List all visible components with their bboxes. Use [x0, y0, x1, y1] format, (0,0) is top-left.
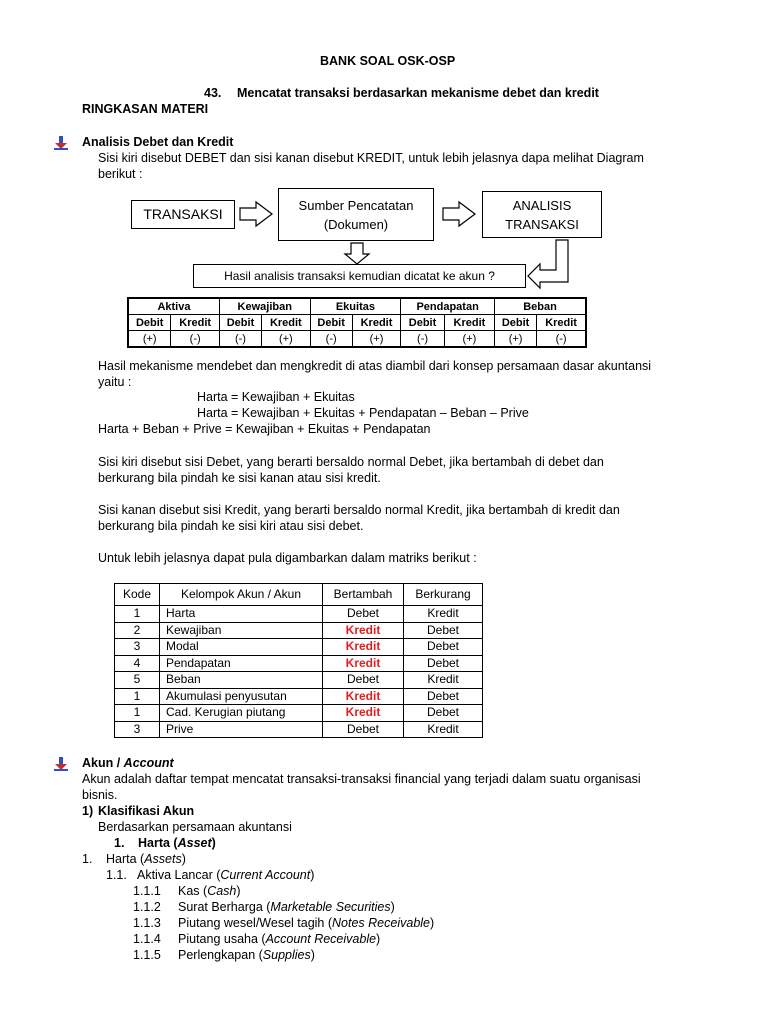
harta-assets-close: ) [181, 852, 186, 866]
harta-asset-italic: Asset [177, 836, 212, 850]
akun-heading-italic: Account [123, 756, 174, 770]
list-item [178, 948, 315, 963]
kode-cell: 4 [115, 655, 160, 672]
table-row [115, 655, 483, 672]
document-title: BANK SOAL OSK-OSP [320, 54, 456, 68]
question-number: 43. [204, 86, 222, 100]
matriks-table [114, 583, 483, 738]
sign-cell: (-) [219, 331, 261, 348]
list-item-close: ) [236, 884, 241, 898]
kode-cell: 3 [115, 721, 160, 738]
akun-line-2: bisnis. [82, 788, 118, 802]
analisis-line-2: berikut : [98, 167, 143, 181]
col-header: Berkurang [404, 584, 483, 606]
kredit-para-line-1: Sisi kanan disebut sisi Kredit, yang berarti bersaldo normal Kredit, jika bertambah di kredit dan [98, 503, 620, 517]
berkurang-cell: Debet [404, 655, 483, 672]
table-row [115, 705, 483, 722]
arrow-bent-icon [528, 240, 568, 288]
bertambah-cell: Kredit [323, 688, 404, 705]
kode-cell: 1 [115, 606, 160, 623]
list-item-text: Piutang wesel/Wesel tagih ( [178, 916, 333, 930]
question-title: Mencatat transaksi berdasarkan mekanisme debet dan kredit [237, 86, 599, 100]
aktiva-lancar-italic: Current Account [220, 868, 311, 882]
list-item-text: Piutang usaha ( [178, 932, 266, 946]
akun-cell: Beban [160, 672, 323, 689]
bertambah-cell: Kredit [323, 639, 404, 656]
transaksi-label: TRANSAKSI [143, 206, 223, 222]
list-item [178, 916, 434, 931]
harta-assets-number: 1. [82, 852, 93, 866]
sign-cell: (+) [495, 331, 537, 348]
arrow-down-icon [345, 243, 369, 264]
analisis-line-1: Sisi kiri disebut DEBET dan sisi kanan disebut KREDIT, untuk lebih jelasnya dapa melihat Diagram [98, 151, 644, 165]
akun-line-1: Akun adalah daftar tempat mencatat transaksi-transaksi financial yang terjadi dalam suatu organisasi [82, 772, 641, 786]
akun-cell: Pendapatan [160, 655, 323, 672]
kode-cell: 1 [115, 688, 160, 705]
harta-assets-heading [106, 852, 186, 867]
sign-cell: (-) [537, 331, 586, 348]
persamaan-line-2: yaitu : [98, 375, 132, 389]
harta-asset-text: Harta ( [138, 836, 178, 850]
akun-cell: Akumulasi penyusutan [160, 688, 323, 705]
akun-heading [82, 756, 174, 771]
sign-cell: (+) [128, 331, 171, 348]
arrow-right-icon [240, 202, 272, 226]
akun-cell: Cad. Kerugian piutang [160, 705, 323, 722]
aktiva-lancar-number: 1.1. [106, 868, 127, 882]
sub-header: Debit [495, 315, 537, 331]
group-header: Ekuitas [310, 298, 401, 315]
bertambah-cell: Debet [323, 672, 404, 689]
equation-3: Harta + Beban + Prive = Kewajiban + Ekuitas + Pendapatan [98, 422, 431, 436]
berkurang-cell: Kredit [404, 672, 483, 689]
kode-cell: 3 [115, 639, 160, 656]
debet-para-line-1: Sisi kiri disebut sisi Debet, yang berarti bersaldo normal Debet, jika bertambah di debet dan [98, 455, 604, 469]
sumber-label-1: Sumber Pencatatan [298, 197, 414, 213]
sub-header: Debit [128, 315, 171, 331]
bertambah-cell: Debet [323, 606, 404, 623]
sub-header: Kredit [537, 315, 586, 331]
table-row [115, 721, 483, 738]
table-row [115, 606, 483, 623]
col-header: Kode [115, 584, 160, 606]
list-item-italic: Marketable Securities [270, 900, 391, 914]
list-item-text: Kas ( [178, 884, 208, 898]
table-row [115, 672, 483, 689]
table-row [115, 639, 483, 656]
sub-header: Debit [401, 315, 445, 331]
analisis-box-label-2: TRANSAKSI [505, 216, 579, 232]
bullet-arrow-icon [54, 757, 68, 771]
equation-2: Harta = Kewajiban + Ekuitas + Pendapatan – Beban – Prive [197, 406, 529, 420]
kode-cell: 2 [115, 622, 160, 639]
list-item-italic: Account Receivable [265, 932, 377, 946]
col-header: Kelompok Akun / Akun [160, 584, 323, 606]
sign-cell: (+) [444, 331, 494, 348]
analisis-box-label-1: ANALISIS [512, 197, 572, 213]
bertambah-cell: Kredit [323, 622, 404, 639]
klasifikasi-number: 1) [82, 804, 94, 818]
aktiva-lancar-text: Aktiva Lancar ( [137, 868, 221, 882]
group-header: Beban [495, 298, 587, 315]
equation-1: Harta = Kewajiban + Ekuitas [197, 390, 355, 404]
kredit-para-line-2: berkurang bila pindah ke sisi kiri atau sisi debet. [98, 519, 364, 533]
section-heading: RINGKASAN MATERI [82, 102, 209, 116]
berkurang-cell: Kredit [404, 721, 483, 738]
harta-asset-heading [138, 836, 216, 851]
sign-cell: (-) [310, 331, 352, 348]
list-item-close: ) [310, 948, 315, 962]
list-item-italic: Supplies [262, 948, 311, 962]
harta-assets-text: Harta ( [106, 852, 145, 866]
table-row [115, 688, 483, 705]
list-item-text: Perlengkapan ( [178, 948, 263, 962]
berkurang-cell: Debet [404, 622, 483, 639]
list-item-text: Surat Berharga ( [178, 900, 271, 914]
list-item-number: 1.1.5 [133, 948, 161, 962]
akun-cell: Harta [160, 606, 323, 623]
list-item-close: ) [390, 900, 395, 914]
sign-cell: (-) [171, 331, 220, 348]
diagram-arrows [0, 0, 768, 300]
list-item [178, 900, 395, 915]
col-header: Bertambah [323, 584, 404, 606]
sign-cell: (+) [352, 331, 401, 348]
sign-cell: (+) [262, 331, 311, 348]
hasil-label: Hasil analisis transaksi kemudian dicatat ke akun ? [224, 268, 495, 283]
group-header: Pendapatan [401, 298, 495, 315]
harta-asset-number: 1. [114, 836, 125, 850]
sub-header: Kredit [352, 315, 401, 331]
analisis-heading: Analisis Debet dan Kredit [82, 135, 234, 149]
sumber-label-2: (Dokumen) [323, 216, 389, 232]
harta-asset-close: ) [211, 836, 216, 850]
list-item-number: 1.1.3 [133, 916, 161, 930]
sub-header: Kredit [262, 315, 311, 331]
list-item-number: 1.1.4 [133, 932, 161, 946]
debet-kredit-table [127, 297, 587, 348]
sub-header: Debit [219, 315, 261, 331]
aktiva-lancar-close: ) [310, 868, 315, 882]
debet-para-line-2: berkurang bila pindah ke sisi kanan atau sisi kredit. [98, 471, 381, 485]
sign-cell: (-) [401, 331, 445, 348]
list-item-italic: Cash [207, 884, 237, 898]
list-item-close: ) [430, 916, 435, 930]
akun-cell: Prive [160, 721, 323, 738]
arrow-right-icon [443, 202, 475, 226]
group-header: Aktiva [128, 298, 219, 315]
group-header: Kewajiban [219, 298, 310, 315]
sub-header: Debit [310, 315, 352, 331]
bertambah-cell: Debet [323, 721, 404, 738]
klasifikasi-heading: Klasifikasi Akun [98, 804, 195, 818]
bertambah-cell: Kredit [323, 655, 404, 672]
table-row [115, 622, 483, 639]
list-item-italic: Notes Receivable [332, 916, 430, 930]
list-item-number: 1.1.2 [133, 900, 161, 914]
list-item [178, 884, 241, 899]
persamaan-line-1: Hasil mekanisme mendebet dan mengkredit di atas diambil dari konsep persamaan dasar akuntansi [98, 359, 652, 373]
list-item-close: ) [376, 932, 381, 946]
harta-assets-italic: Assets [144, 852, 182, 866]
akun-cell: Kewajiban [160, 622, 323, 639]
sub-header: Kredit [444, 315, 494, 331]
bertambah-cell: Kredit [323, 705, 404, 722]
sub-header: Kredit [171, 315, 220, 331]
list-item [178, 932, 380, 947]
akun-cell: Modal [160, 639, 323, 656]
berkurang-cell: Debet [404, 688, 483, 705]
list-item-number: 1.1.1 [133, 884, 161, 898]
berkurang-cell: Debet [404, 705, 483, 722]
kode-cell: 5 [115, 672, 160, 689]
berkurang-cell: Debet [404, 639, 483, 656]
akun-heading-text: Akun / [82, 756, 124, 770]
klasifikasi-desc: Berdasarkan persamaan akuntansi [98, 820, 292, 834]
matriks-intro: Untuk lebih jelasnya dapat pula digambarkan dalam matriks berikut : [98, 551, 477, 565]
berkurang-cell: Kredit [404, 606, 483, 623]
aktiva-lancar-heading [137, 868, 314, 883]
kode-cell: 1 [115, 705, 160, 722]
